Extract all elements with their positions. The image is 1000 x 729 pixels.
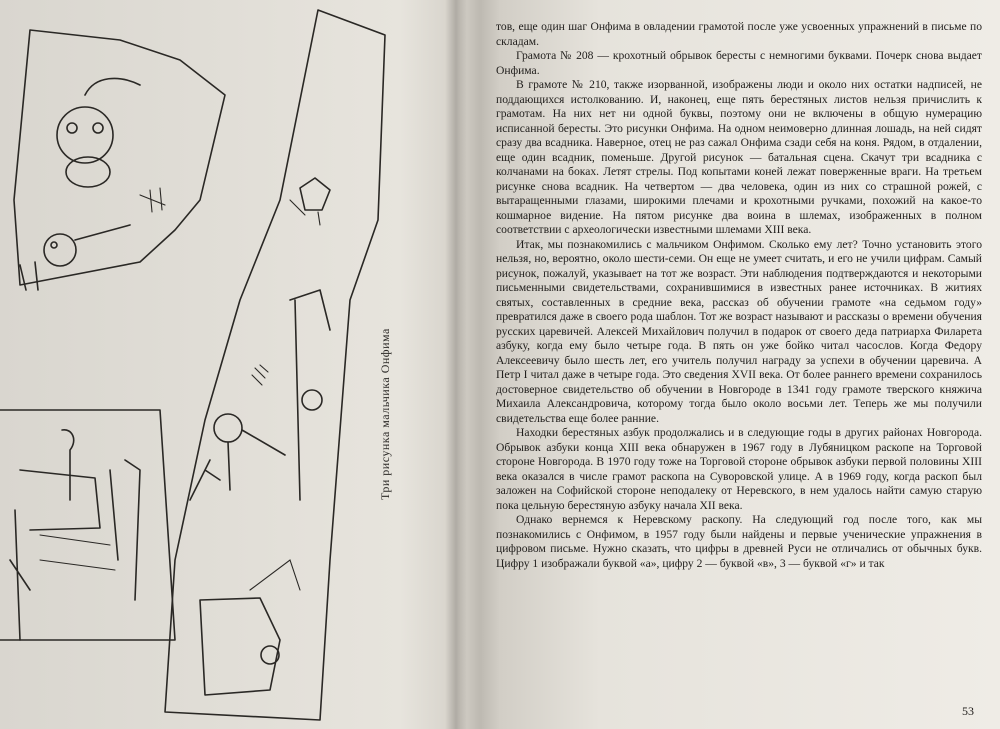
drawing-figures-lower-left <box>0 410 175 640</box>
paragraph: Однако вернемся к Неревскому раскопу. На следующий год после того, как мы познакомились с Онфимом, в 1957 году были найдены и первые ученические упражнения в цифровом письме. Нужно сказать, что цифры в древней Руси не отличались от обычных букв. Цифру 1 изображали буквой «а», цифру 2 — буквой «в», 3 — буквой «г» и так <box>496 513 982 570</box>
paragraph: Находки берестяных азбук продолжались и в следующие годы в других районах Новгорода. Обрывок азбуки конца XIII века обнаружен в 1967 году в Лубяницком раскопе на Торговой стороне Новгорода. В 1970 году тоже на Торговой стороне обрывок азбуки первой половины XIII века оказался в числе грамот раскопа на Суворовской улице. А в 1969 году, когда раскоп был заложен на Софийской стороне неподалеку от Неревского, в нем удалось найти самую старую пока цельную берестяную азбуку начала XII века. <box>496 426 982 512</box>
page-text-column <box>496 20 982 571</box>
paragraph: Грамота № 208 — крохотный обрывок бересты с немногими буквами. Почерк снова выдает Онфима. <box>496 49 982 77</box>
drawing-figures-upper-left <box>14 30 225 290</box>
paragraph: В грамоте № 210, также изорванной, изображены люди и около них остатки надписей, не поддающихся истолкованию. И, наконец, еще пять берестяных листов нельзя причислить к грамотам. На них нет ни одной буквы, поэтому они не включены в общую нумерацию исписанной бересты. Это рисунки Онфима. На одном неимоверно длинная лошадь, на ней сидят сразу два всадника. Наверное, отец не раз сажал Онфима сзади себя на коня. Рядом, в отдалении, еще один всадник, поменьше. Другой рисунок — батальная сцена. Скачут три всадника с колчанами на боках. Летят стрелы. Под копытами коней лежат поверженные враги. На третьем рисунке снова всадник. На четвертом — два человека, один из них со страшной рожей, с вытаращенными глазами, широкими плечами и крохотными ручками, похожий на какое-то кошмарное видение. На пятом рисунке два воина в шлемах, изображенных в полном соответствии с археологически известными шлемами XIII века. <box>496 78 982 236</box>
drawing-tall-birchbark-strip <box>165 10 385 720</box>
illustration-caption: Три рисунка мальчика Онфима <box>378 328 392 500</box>
page-number: 53 <box>962 704 974 718</box>
paragraph: Итак, мы познакомились с мальчиком Онфимом. Сколько ему лет? Точно установить этого нельзя, но, вероятно, около шести-семи. Он еще не умеет считать, и его не учили цифрам. Самый рисунок, пожалуй, указывает на тот же возраст. Эти наблюдения подтверждаются и некоторыми письменными свидетельствами, сохранившимися в известных ранее источниках. В житиях святых, составленных в средние века, рассказ об обучении грамоте «на седьмом году» превратился даже в своего рода шаблон. Тот же возраст называют и рассказы о времени обучения русских царевичей. Алексей Михайлович получил в подарок от своего деда патриарха Филарета азбуку, когда ему было четыре года. В пять он уже бойко читал часослов. Когда Федору Алексеевичу было шесть лет, его учитель получил награду за успехи в обучении царевича. А Петр I читал даже в четыре года. Это сведения XVII века. От более раннего времени сохранилось достоверное свидетельство об обучении в Новгороде в 1341 году грамоте тверского княжича Михаила Александровича, которому тогда было около восьми лет. Теперь же мы получили свидетельства еще более ранние. <box>496 237 982 425</box>
paragraph-continued: тов, еще один шаг Онфима в овладении грамотой после уже усвоенных упражнений в письме по складам. <box>496 20 982 48</box>
